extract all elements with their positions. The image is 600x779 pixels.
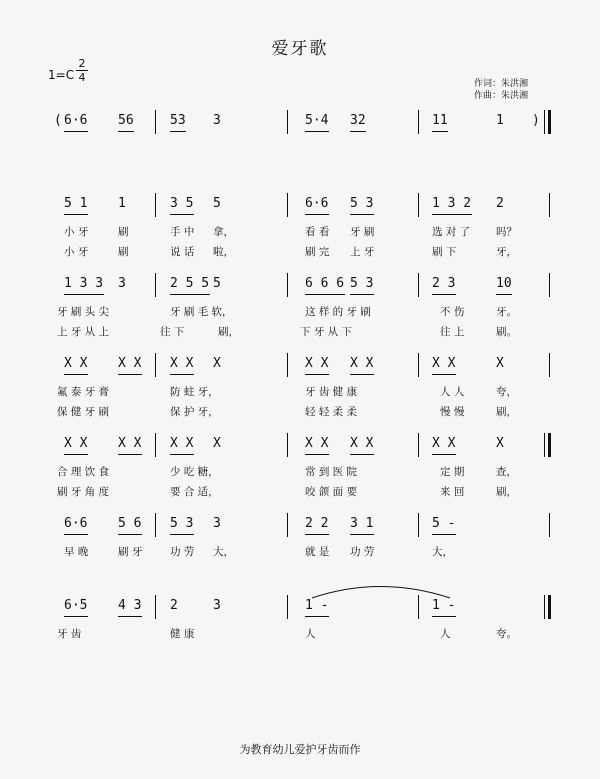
- note-group: X X: [118, 356, 142, 371]
- note-group: 6 6 6: [305, 276, 345, 291]
- key-signature: 1=C: [48, 68, 75, 82]
- note-group: X X: [305, 356, 329, 371]
- note-group: 3: [213, 113, 221, 128]
- lyric-text: 保 健 牙 刷: [57, 406, 110, 418]
- note-group: 1: [118, 196, 126, 211]
- note-group: 56: [118, 113, 134, 128]
- lyric-text: 刷。: [496, 326, 517, 338]
- note-group: 32: [350, 113, 366, 128]
- lyric-text: 往 下: [160, 326, 185, 338]
- lyric-text: 牙 齿: [57, 628, 82, 640]
- note-group: X X: [350, 436, 374, 451]
- note-group: X X: [432, 436, 456, 451]
- song-title: 爱牙歌: [271, 39, 329, 59]
- note-group: 5 6: [118, 516, 142, 531]
- note-group: 5 3: [350, 276, 374, 291]
- note-group: X X: [432, 356, 456, 371]
- lyric-text: 健 康: [170, 628, 195, 640]
- lyric-text: 往 上: [440, 326, 465, 338]
- note-group: 2: [496, 196, 504, 211]
- note-group: 5 3: [350, 196, 374, 211]
- note-group: 53: [170, 113, 186, 128]
- note-group: 5 -: [432, 516, 456, 531]
- open-paren: (: [54, 113, 62, 128]
- note-group: X: [496, 436, 504, 451]
- lyric-text: 定 期: [440, 466, 465, 478]
- lyric-text: 刷，: [496, 406, 517, 418]
- lyric-text: 刷 牙 角 度: [57, 486, 110, 498]
- note-group: 1 3 3: [64, 276, 104, 291]
- note-group: 3: [118, 276, 126, 291]
- note-group: 1 -: [432, 598, 456, 613]
- lyric-text: 人: [305, 628, 316, 640]
- lyric-text: 牙。: [496, 306, 517, 318]
- lyric-text: 刷，: [496, 486, 517, 498]
- note-group: X X: [64, 436, 88, 451]
- lyric-text: 上 牙 从 上: [57, 326, 110, 338]
- lyric-text: 早 晚: [64, 546, 89, 558]
- lyric-text: 合 理 饮 食: [57, 466, 110, 478]
- note-group: 2 3: [432, 276, 456, 291]
- lyric-text: 大，: [213, 546, 234, 558]
- lyric-text: 牙 刷: [350, 226, 375, 238]
- note-group: 10: [496, 276, 512, 291]
- lyric-text: 要 合 适，: [170, 486, 219, 498]
- time-signature-top: 2: [78, 57, 86, 70]
- note-group: 5 1: [64, 196, 88, 211]
- note-group: 5: [213, 196, 221, 211]
- note-group: 3 5: [170, 196, 194, 211]
- composer-credit: 作曲：朱洪湘: [474, 91, 529, 101]
- note-group: X X: [305, 436, 329, 451]
- note-group: 5: [213, 276, 221, 291]
- lyric-text: 刷 完: [305, 246, 330, 258]
- lyric-text: 吗？: [496, 226, 517, 238]
- note-group: 6·6: [64, 113, 88, 128]
- note-group: 3 1: [350, 516, 374, 531]
- lyric-text: 功 劳: [350, 546, 375, 558]
- lyric-text: 选 对 了: [432, 226, 471, 238]
- lyricist-credit: 作词：朱洪湘: [474, 79, 529, 89]
- note-group: 6·6: [64, 516, 88, 531]
- lyric-text: 来 回: [440, 486, 465, 498]
- note-group: 5·4: [305, 113, 329, 128]
- lyric-text: 慢 慢: [440, 406, 465, 418]
- note-group: 3: [213, 516, 221, 531]
- lyric-text: 牙 刷 头 尖: [57, 306, 110, 318]
- note-group: 5 3: [170, 516, 194, 531]
- note-group: 6·6: [305, 196, 329, 211]
- note-group: X X: [350, 356, 374, 371]
- lyric-text: 牙 齿 健 康: [305, 386, 358, 398]
- lyric-text: 牙，: [496, 246, 517, 258]
- note-group: X: [213, 356, 221, 371]
- lyric-text: 不 伤: [440, 306, 465, 318]
- lyric-text: 防 蛀 牙，: [170, 386, 219, 398]
- lyric-text: 轻 轻 柔 柔: [305, 406, 358, 418]
- lyric-text: 小 牙: [64, 246, 89, 258]
- lyric-text: 上 牙: [350, 246, 375, 258]
- note-group: 6·5: [64, 598, 88, 613]
- note-group: X: [213, 436, 221, 451]
- lyric-text: 氟 泰 牙 膏: [57, 386, 110, 398]
- time-signature-bottom: 4: [78, 71, 86, 84]
- lyric-text: 人: [440, 628, 451, 640]
- note-group: 2 5 5: [170, 276, 210, 291]
- lyric-text: 查，: [496, 466, 517, 478]
- lyric-text: 人 人: [440, 386, 465, 398]
- note-group: X: [496, 356, 504, 371]
- lyric-text: 刷: [118, 246, 129, 258]
- close-paren: ): [532, 113, 540, 128]
- note-group: X X: [170, 436, 194, 451]
- lyric-text: 说 话: [170, 246, 195, 258]
- lyric-text: 夸。: [496, 628, 517, 640]
- footer-note: 为教育幼儿爱护牙齿而作: [239, 743, 361, 756]
- note-group: X X: [170, 356, 194, 371]
- note-group: 1 3 2: [432, 196, 472, 211]
- note-group: X X: [118, 436, 142, 451]
- lyric-text: 夸，: [496, 386, 517, 398]
- lyric-text: 这 样 的 牙 刷: [305, 306, 371, 318]
- lyric-text: 小 牙: [64, 226, 89, 238]
- lyric-text: 牙 刷 毛 软，: [170, 306, 233, 318]
- note-group: 3: [213, 598, 221, 613]
- lyric-text: 啦，: [213, 246, 234, 258]
- note-group: 1: [496, 113, 504, 128]
- lyric-text: 刷 牙: [118, 546, 143, 558]
- lyric-text: 咬 颌 面 要: [305, 486, 358, 498]
- lyric-text: 手 中: [170, 226, 195, 238]
- lyric-text: 刷: [118, 226, 129, 238]
- lyric-text: 看 看: [305, 226, 330, 238]
- lyric-text: 大，: [432, 546, 453, 558]
- lyric-text: 常 到 医 院: [305, 466, 358, 478]
- note-group: 2: [170, 598, 178, 613]
- lyric-text: 下 牙 从 下: [300, 326, 353, 338]
- note-group: 1 -: [305, 598, 329, 613]
- lyric-text: 就 是: [305, 546, 330, 558]
- lyric-text: 少 吃 糖，: [170, 466, 219, 478]
- note-group: 11: [432, 113, 448, 128]
- lyric-text: 保 护 牙，: [170, 406, 219, 418]
- lyric-text: 刷，: [218, 326, 239, 338]
- note-group: 2 2: [305, 516, 329, 531]
- lyric-text: 刷 下: [432, 246, 457, 258]
- lyric-text: 功 劳: [170, 546, 195, 558]
- note-group: X X: [64, 356, 88, 371]
- note-group: 4 3: [118, 598, 142, 613]
- lyric-text: 拿，: [213, 226, 234, 238]
